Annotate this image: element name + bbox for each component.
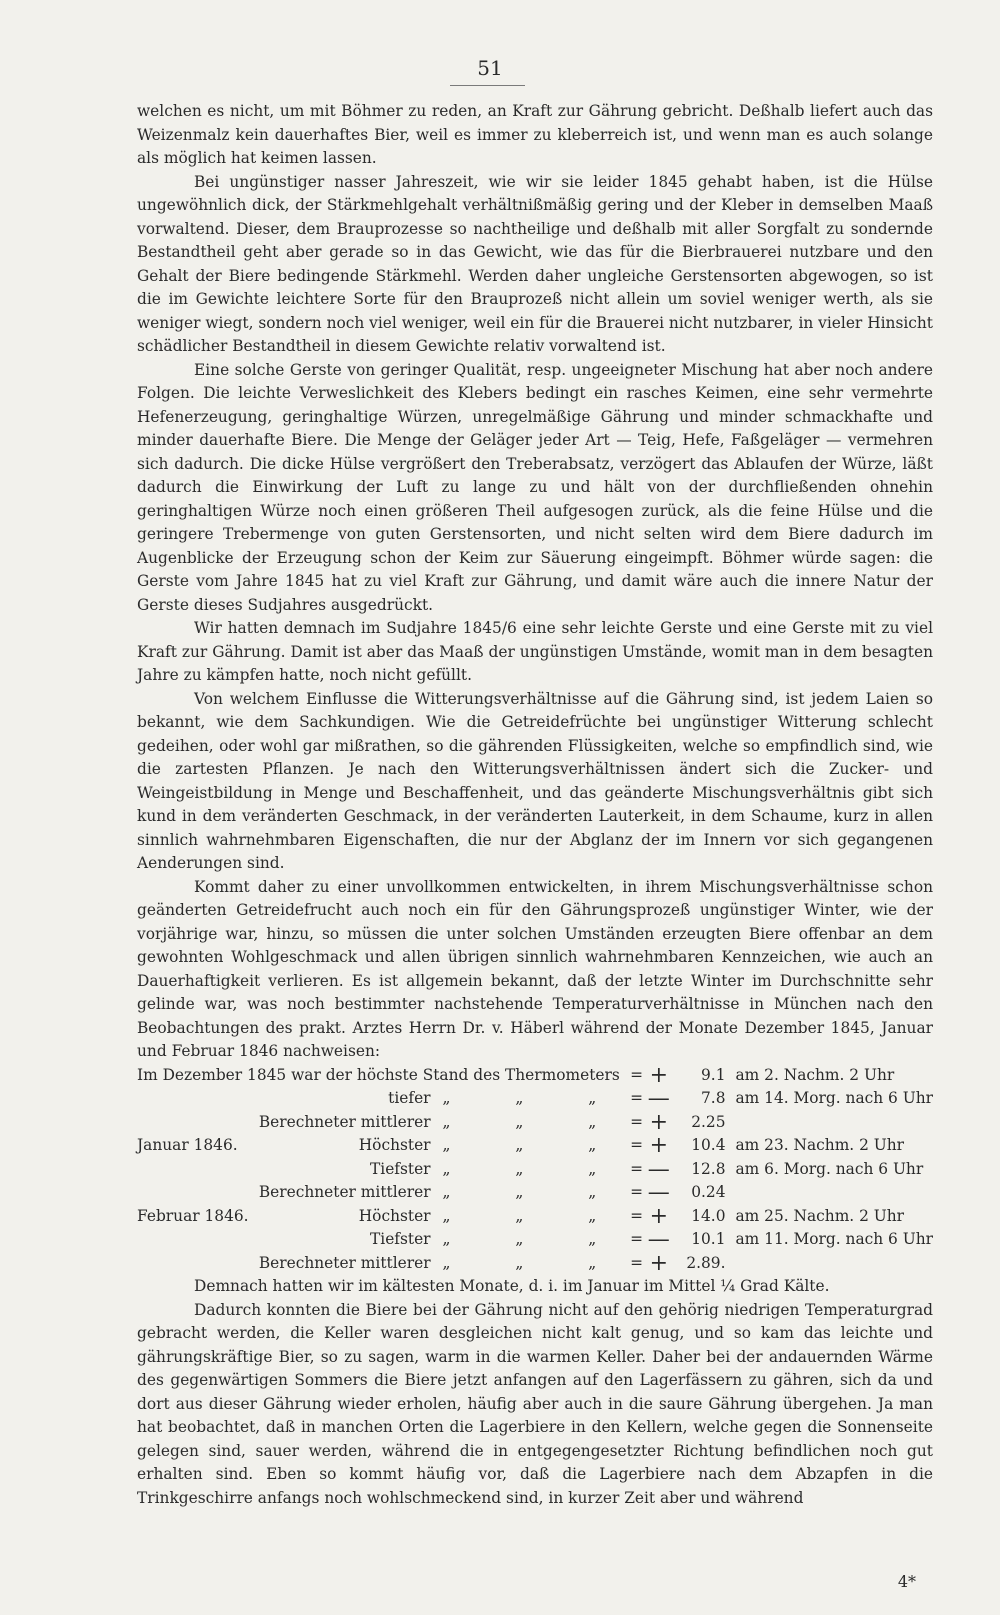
reading-month [137,1181,259,1205]
reading-value: 14.0 [691,1206,726,1225]
reading-month [137,1228,259,1252]
paragraph: welchen es nicht, um mit Böhmer zu reden, an Kraft zur Gährung gebricht. Deßhalb liefert auch das Weizenmalz kein dauerhaftes Bier, weil es immer zu kleberreich ist, und wenn man es auch solange als möglich hat keimen lassen. [137,102,933,167]
reading-ditto: „ „ „ [442,1230,627,1248]
table-row [137,1252,933,1276]
reading-eq: = [630,1112,643,1131]
reading-label: Berechneter mittlerer [258,1253,431,1272]
reading-eq: = [630,1065,643,1084]
table-row [137,1064,933,1088]
reading-eq: = [630,1089,643,1107]
reading-time: am 25. Nachm. 2 Uhr [735,1206,905,1225]
reading-ditto: „ „ „ [442,1136,627,1154]
reading-label: Höchster [358,1206,431,1225]
reading-ditto: „ „ „ [442,1089,627,1107]
reading-month [137,1158,259,1182]
body-text [137,100,933,1510]
paragraph: Von welchem Einflusse die Witterungsverhältnisse auf die Gährung sind, ist jedem Laien so bekannt, wie dem Sachkundigen. Wie die Getreidefrüchte bei ungünstiger Witterung schlecht gedeihen, oder wohl gar mißrathen, so die gährenden Flüssigkeiten, welche so empfindlich sind, wie die zartesten Pflanzen. Je nach den Witterungsverhältnissen ändert sich die Zucker- und Weingeistbildung in Menge und Beschaffenheit, und das geänderte Mischungsverhältnis gibt sich kund in dem veränderten Geschmack, in der veränderten Lauterkeit, in dem Schaume, kurz in allen sinnlich wahrnehmbaren Eigenschaften, die nur der Abglanz der im Innern vor sich gegangenen Aenderungen sind. [137,689,933,872]
paragraph: Demnach hatten wir im kältesten Monate, d. i. im Januar im Mittel ¼ Grad Kälte. [194,1277,830,1295]
table-row [137,1134,933,1158]
reading-month: Januar 1846. [137,1136,238,1154]
reading-time: am 14. Morg. nach 6 Uhr [735,1089,933,1107]
reading-eq: = [630,1230,643,1248]
reading-ditto: „ „ „ [442,1183,627,1201]
reading-time [736,1111,934,1135]
page-number-rule [450,85,525,86]
reading-label: Höchster [358,1136,431,1154]
table-row [137,1087,933,1111]
paragraph: Bei ungünstiger nasser Jahreszeit, wie wir sie leider 1845 gehabt haben, ist die Hülse ungewöhnlich dick, der Stärkmehlgehalt verhältnißmäßig gering und der Kleber in demselben Maaß vorwaltend. Dieser, dem Brauprozesse so nachtheilige und deßhalb mit aller Sorgfalt zu sondernde Bestandtheil geht aber gerade so in das Gewicht, wie das für die Bierbrauerei nutzbare und den Gehalt der Biere bedingende Stärkmehl. Werden daher ungleiche Gerstensorten abgewogen, so ist die im Gewichte leichtere Sorte für den Brauprozeß nicht allein um soviel weniger werth, als sie weniger wiegt, sondern noch viel weniger, weil ein für die Brauerei nicht nutzbarer, in vieler Hinsicht schädlicher Bestandtheil in diesem Gewichte relativ vorwaltend ist. [137,172,933,355]
paragraph: Eine solche Gerste von geringer Qualität, resp. ungeeigneter Mischung hat aber noch andere Folgen. Die leichte Verweslichkeit des Klebers bedingt ein rasches Keimen, eine sehr vermehrte Hefenerzeugung, geringhaltige Würzen, unregelmäßige Gährung und minder schmackhafte und minder dauerhafte Biere. Die Menge der Geläger jeder Art — Teig, Hefe, Faßgeläger — vermehren sich dadurch. Die dicke Hülse vergrößert den Treberabsatz, verzögert das Ablaufen der Würze, läßt dadurch die Einwirkung der Luft zu lange zu und hält von der durchfließenden ohnehin geringhaltigen Würze noch einen größeren Theil aufgesogen zurück, als die feine Hülse und die geringere Trebermenge von guten Gerstensorten, und nicht selten wird dem Biere dadurch im Augenblicke der Erzeugung schon der Keim zur Säuerung eingeimpft. Böhmer würde sagen: die Gerste vom Jahre 1845 hat zu viel Kraft zur Gährung, und damit wäre auch die innere Natur der Gerste dieses Sudjahres ausgedrückt. [137,360,933,614]
reading-value: 10.1 [691,1230,726,1248]
reading-label: Berechneter mittlerer [258,1183,431,1201]
reading-time: am 23. Nachm. 2 Uhr [735,1136,905,1154]
reading-label: Tiefster [370,1230,431,1248]
reading-eq: = [630,1183,643,1201]
reading-sign: + [649,1250,668,1276]
reading-sign: + [649,1133,668,1158]
table-row [137,1228,933,1252]
reading-eq: = [630,1159,643,1178]
reading-value: 9.1 [701,1065,726,1084]
reading-month [137,1111,259,1135]
temperature-table [137,1064,933,1276]
paragraph: Kommt daher zu einer unvollkommen entwickelten, in ihrem Mischungsverhältnisse schon geänderten Getreidefrucht auch noch ein für den Gährungsprozeß ungünstiger Winter, wie der vorjährige war, hinzu, so müssen die unter solchen Umständen erzeugten Biere offenbar an dem gewohnten Wohlgeschmack und allen übrigen sinnlich wahrnehmbaren Kennzeichen, wie auch an Dauerhaftigkeit verlieren. Es ist allgemein bekannt, daß der letzte Winter im Durchschnitte sehr gelinde war, was noch bestimmter nachstehende Temperaturverhältnisse in München nach den Beobachtungen des prakt. Arztes Herrn Dr. v. Häberl während der Monate Dezember 1845, Januar und Februar 1846 nachweisen: [137,877,933,1060]
reading-ditto: „ „ „ [442,1112,627,1131]
table-row [137,1205,933,1229]
paragraph: Dadurch konnten die Biere bei der Gährung nicht auf den gehörig niedrigen Temperaturgrad gebracht werden, die Keller waren desgleichen nicht kalt genug, und so kam das leichte und gährungskräftige Bier, so zu sagen, warm in die warmen Keller. Daher bei der andauernden Wärme des gegenwärtigen Sommers die Biere jetzt anfangen auf den Lagerfässern zu gähren, sich da und dort aus dieser Gährung wieder erholen, häufig aber auch in die saure Gährung übergehen. Ja man hat beobachtet, daß in manchen Orten die Lagerbiere in den Kellern, welche gegen die Sonnenseite gelegen sind, sauer werden, während die in entgegengesetzter Richtung befindlichen noch gut erhalten sind. Eben so kommt häufig vor, daß die Lagerbiere nach dem Abzapfen in die Trinkgeschirre anfangs noch wohlschmeckend sind, in kurzer Zeit aber und während [137,1300,933,1507]
paragraph: Wir hatten demnach im Sudjahre 1845/6 eine sehr leichte Gerste und eine Gerste mit zu viel Kraft zur Gährung. Damit ist aber das Maaß der ungünstigen Umstände, womit man in dem besagten Jahre zu kämpfen hatte, noch nicht gefüllt. [137,619,933,684]
reading-label: Tiefster [370,1159,431,1178]
reading-time [736,1181,934,1205]
reading-month: Februar 1846. [137,1206,249,1225]
reading-time [736,1252,934,1276]
reading-value: 2.89. [686,1253,726,1272]
table-row [137,1158,933,1182]
reading-value: 12.8 [691,1159,726,1178]
table-row [137,1111,933,1135]
reading-value: 7.8 [701,1089,726,1107]
reading-value: 0.24 [691,1183,726,1201]
reading-sign: + [649,1203,668,1229]
reading-sign: — [647,1156,670,1182]
reading-label: tiefer [388,1089,431,1107]
reading-ditto: „ „ „ [442,1206,627,1225]
reading-ditto: „ „ „ [442,1253,627,1272]
page-number: 51 [477,56,503,80]
reading-value: 10.4 [691,1136,726,1154]
reading-time: am 11. Morg. nach 6 Uhr [735,1230,933,1248]
reading-month [137,1087,259,1111]
reading-ditto: „ „ „ [442,1159,627,1178]
reading-sign: — [647,1180,670,1205]
reading-value: 2.25 [691,1112,726,1131]
reading-month [137,1252,259,1276]
table-row [137,1181,933,1205]
reading-sign: — [647,1086,670,1111]
reading-sign: + [649,1062,668,1088]
reading-time: am 2. Nachm. 2 Uhr [735,1065,895,1084]
reading-eq: = [630,1136,643,1154]
reading-sign: + [649,1109,668,1135]
reading-sign: — [647,1227,670,1252]
signature-mark: 4* [897,1572,916,1591]
reading-label: Berechneter mittlerer [258,1112,431,1131]
reading-eq: = [630,1253,643,1272]
readings-intro: Im Dezember 1845 war der höchste Stand des Thermometers [137,1065,620,1084]
reading-time: am 6. Morg. nach 6 Uhr [735,1159,924,1178]
reading-eq: = [630,1206,643,1225]
